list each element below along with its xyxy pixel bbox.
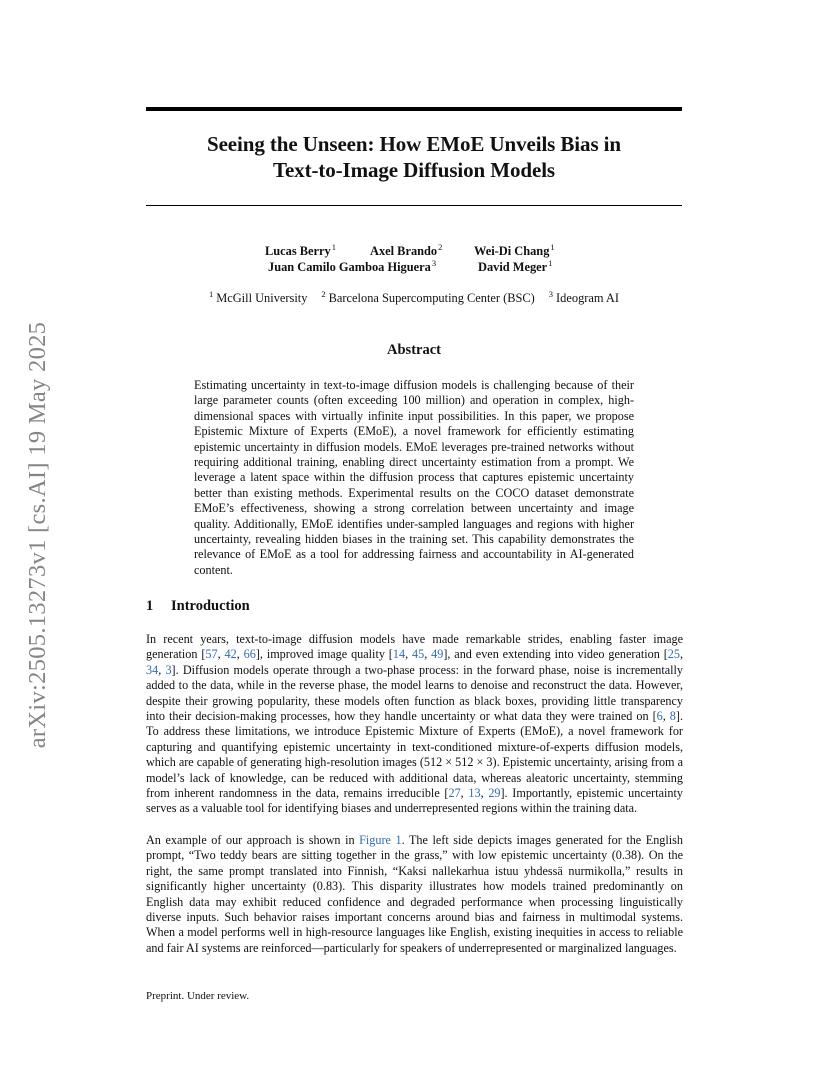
author-affiliation-mark: 1 xyxy=(550,242,555,252)
citation-link[interactable]: 49 xyxy=(431,647,444,662)
paragraph-text: ], improved image quality [ xyxy=(255,647,393,662)
citation-link[interactable]: 66 xyxy=(243,647,256,662)
paragraph-text: An example of our approach is shown in xyxy=(146,833,360,847)
author-name: Axel Brando xyxy=(370,244,438,258)
author-name: David Meger xyxy=(478,260,548,274)
title-bottom-rule xyxy=(146,205,682,206)
figure-reference-link[interactable]: Figure 1 xyxy=(359,833,402,847)
author-lucas-berry xyxy=(265,242,336,259)
author-wei-di-chang xyxy=(474,242,555,259)
preprint-footer-note: Preprint. Under review. xyxy=(146,990,250,1002)
paper-title xyxy=(146,131,682,183)
author-name: Lucas Berry xyxy=(265,244,331,258)
author-affiliation-mark: 1 xyxy=(331,242,336,252)
citation-link[interactable]: 6 xyxy=(656,709,663,724)
citation-link[interactable]: 42 xyxy=(224,647,237,662)
title-line-1: Seeing the Unseen: How EMoE Unveils Bias in xyxy=(207,132,621,156)
affiliation-name: Ideogram AI xyxy=(556,291,620,305)
author-david-meger xyxy=(478,258,552,275)
citation-link[interactable]: 8 xyxy=(669,709,676,724)
citation-link[interactable]: 27 xyxy=(448,786,461,801)
citation-link[interactable]: 29 xyxy=(488,786,501,801)
author-affiliation-mark: 2 xyxy=(438,242,443,252)
author-axel-brando xyxy=(370,242,442,259)
arxiv-identifier-text: arXiv:2505.13273v1 [cs.AI] 19 May 2025 xyxy=(24,321,51,749)
abstract-text: Estimating uncertainty in text-to-image diffusion models is challenging because of their large parameter counts (often exceeding 100 million) and operation in complex, high-dimensional spaces with virtually infinite input possibilities. In this paper, we propose Epistemic Mixture of Experts (EMoE), a novel framework for efficiently estimating epistemic uncertainty in diffusion models. EMoE leverages pre-trained networks without requiring additional training, enabling direct uncertainty estimation from a prompt. We leverage a latent space within the diffusion process that captures epistemic uncertainty better than existing methods. Experimental results on the COCO dataset demonstrate EMoE’s effectiveness, showing a strong correlation between uncertainty and image quality. Additionally, EMoE identifies under-sampled languages and regions with higher uncertainty, revealing hidden biases in the training set. This capability demonstrates the relevance of EMoE as a tool for addressing fairness and accountability in AI-generated content. xyxy=(194,378,634,577)
author-name: Wei-Di Chang xyxy=(474,244,550,258)
section-heading-introduction xyxy=(146,598,250,615)
paragraph-text: ]. Diffusion models operate through a two-phase process: in the forward phase, noise is incrementally added to the data, while in the reverse phase, the model learns to denoise and reconstruct the data. However, despite their growing popularity, these models often function as black boxes, providing little transparency into their decision-making processes, how they handle uncertainty or what data they were trained on [ xyxy=(146,662,683,724)
paragraph-text: In recent years, text-to-image diffusion models have made remarkable strides, enabling faster image generation [ xyxy=(146,632,683,662)
citation-link[interactable]: 25 xyxy=(667,647,680,662)
citation-link[interactable]: 45 xyxy=(412,647,425,662)
affiliation-number: 1 xyxy=(208,289,214,299)
citation-link[interactable]: 34 xyxy=(146,662,159,677)
paragraph-text: ]. To address these limitations, we introduce Epistemic Mixture of Experts (EMoE), a novel framework for capturing and quantifying epistemic uncertainty in text-conditioned mixture-of-experts diffusion models, which are capable of generating high-resolution images (512 × 512 × 3). Epistemic uncertainty, arising from a model’s lack of knowledge, can be reduced with additional data, whereas aleatoric uncertainty, stemming from inherent randomness in the data, remains irreducible [ xyxy=(146,709,683,801)
affiliation-name: McGill University xyxy=(216,291,308,305)
title-top-rule xyxy=(146,107,682,111)
affiliation-name: Barcelona Supercomputing Center (BSC) xyxy=(328,291,535,305)
citation-link[interactable]: 14 xyxy=(392,647,406,662)
abstract-heading: Abstract xyxy=(387,342,441,358)
citation-link[interactable]: 57 xyxy=(205,647,218,662)
author-name: Juan Camilo Gamboa Higuera xyxy=(268,260,431,274)
author-juan-camilo-gamboa-higuera xyxy=(268,258,436,275)
author-affiliation-mark: 3 xyxy=(431,258,437,268)
citation-link[interactable]: 3 xyxy=(165,662,172,677)
affiliation-number: 2 xyxy=(321,289,326,299)
affiliation-number: 3 xyxy=(548,289,554,299)
paragraph-text: . The left side depicts images generated for the English prompt, “Two teddy bears are sitting together in the grass,” with low epistemic uncertainty (0.38). On the right, the same prompt translated into Finnish, “Kaksi nallekarhua istuu yhdessä nurmikolla,” results in significantly higher uncertainty (0.83). This disparity illustrates how models trained predominantly on English data may exhibit reduced confidence and degraded performance when processing linguistically diverse inputs. Such behavior raises important concerns around bias and fairness in multimodal systems. When a model performs well in high-resource languages like English, existing inequities in access to reliable and fair AI systems are reinforced—particularly for speakers of underrepresented or marginalized languages. xyxy=(146,833,684,955)
paragraph-text: ]. Importantly, epistemic uncertainty serves as a valuable tool for identifying biases and underrepresented regions within the training data. xyxy=(146,786,683,816)
affiliations-line xyxy=(146,289,682,306)
introduction-paragraph-1: In recent years, text-to-image diffusion models have made remarkable strides, enabling faster image generation [57, 42, 66], improved image quality [14, 45, 49], and even extending into video generation [25, 34, 3]. Diffusion models operate through a two-phase process: in the forward phase, noise is incrementally added to the data, while in the reverse phase, the model learns to denoise and reconstruct the data. However, despite their growing popularity, these models often function as black boxes, providing little transparency into their decision-making processes, how they handle uncertainty or what data they were trained on [6, 8]. To address these limitations, we introduce Epistemic Mixture of Experts (EMoE), a novel framework for capturing and quantifying epistemic uncertainty in text-conditioned mixture-of-experts diffusion models, which are capable of generating high-resolution images (512 × 512 × 3). Epistemic uncertainty, arising from a model’s lack of knowledge, can be reduced with additional data, whereas aleatoric uncertainty, stemming from inherent randomness in the data, remains irreducible [27, 13, 29]. Importantly, epistemic uncertainty serves as a valuable tool for identifying biases and underrepresented regions within the training data. xyxy=(146,632,684,816)
introduction-paragraph-2 xyxy=(146,833,683,956)
section-number: 1 xyxy=(146,598,154,614)
title-line-2: Text-to-Image Diffusion Models xyxy=(272,158,556,182)
paragraph-text: ], and even extending into video generation [ xyxy=(443,647,668,662)
section-title: Introduction xyxy=(171,598,250,614)
citation-link[interactable]: 13 xyxy=(468,786,481,801)
author-affiliation-mark: 1 xyxy=(548,258,553,268)
